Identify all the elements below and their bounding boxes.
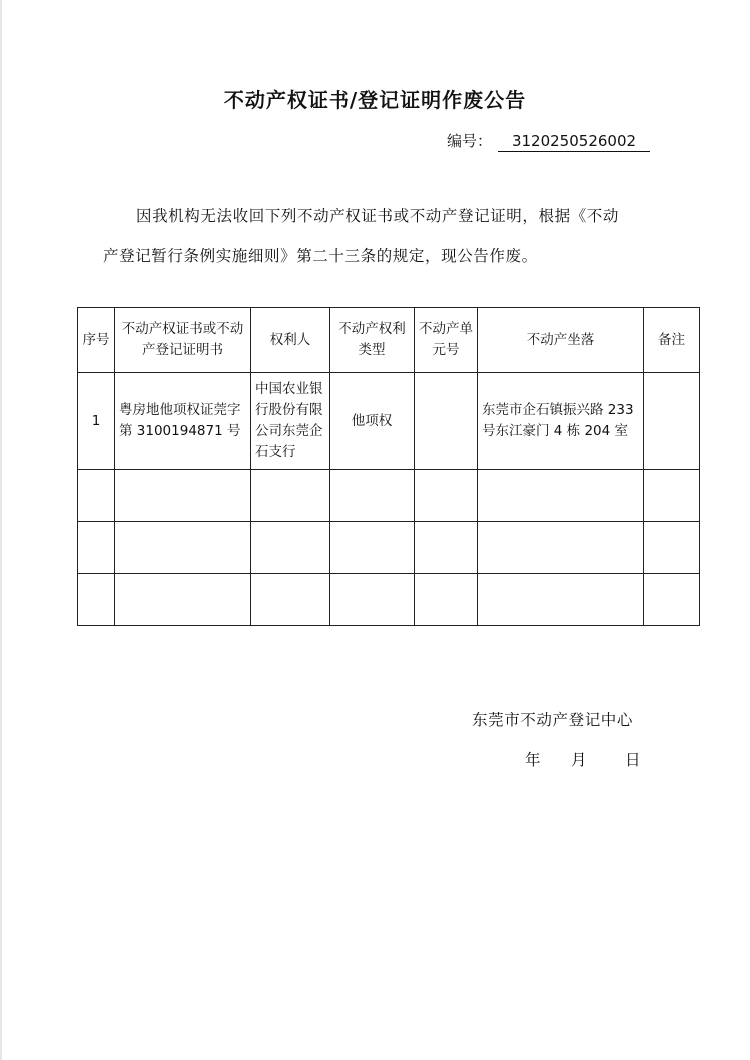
date-month: 月 [571,751,587,769]
empty-cell [644,522,700,574]
empty-cell [115,574,251,626]
empty-cell [251,574,330,626]
issuing-organization: 东莞市不动产登记中心 [472,711,634,729]
empty-cell [330,522,415,574]
body-text-line-1: 因我机构无法收回下列不动产权证书或不动产登记证明，根据《不动 [136,207,620,225]
date-day: 日 [625,751,641,769]
cell-note [644,373,700,470]
document-number [447,130,650,152]
empty-cell [478,574,644,626]
header-seq: 序号 [78,308,115,373]
body-text-line-2: 产登记暂行条例实施细则》第二十三条的规定，现公告作废。 [103,247,538,265]
table-header-row [78,308,700,373]
table-row-empty [78,574,700,626]
header-certificate: 不动产权证书或不动产登记证明书 [115,308,251,373]
empty-cell [415,574,478,626]
header-note: 备注 [644,308,700,373]
header-location: 不动产坐落 [478,308,644,373]
certificate-table [77,307,700,626]
empty-cell [415,470,478,522]
header-unit-number: 不动产单元号 [415,308,478,373]
empty-cell [644,470,700,522]
page-title: 不动产权证书/登记证明作废公告 [223,88,527,112]
date-year: 年 [525,751,541,769]
empty-cell [115,470,251,522]
cell-unit-number [415,373,478,470]
table-row-empty [78,522,700,574]
document-number-value: 3120250526002 [498,132,650,152]
empty-cell [78,470,115,522]
cell-certificate: 粤房地他项权证莞字第 3100194871 号 [115,373,251,470]
cell-right-type: 他项权 [330,373,415,470]
cell-location: 东莞市企石镇振兴路 233 号东江豪门 4 栋 204 室 [478,373,644,470]
header-holder: 权利人 [251,308,330,373]
empty-cell [251,470,330,522]
table-row-empty [78,470,700,522]
cell-seq: 1 [78,373,115,470]
empty-cell [78,574,115,626]
empty-cell [478,470,644,522]
table-row [78,373,700,470]
signature-date [525,748,641,770]
empty-cell [330,574,415,626]
empty-cell [251,522,330,574]
empty-cell [78,522,115,574]
cell-holder: 中国农业银行股份有限公司东莞企石支行 [251,373,330,470]
empty-cell [115,522,251,574]
document-number-label: 编号： [447,132,493,150]
header-right-type: 不动产权利类型 [330,308,415,373]
empty-cell [478,522,644,574]
empty-cell [330,470,415,522]
empty-cell [415,522,478,574]
empty-cell [644,574,700,626]
